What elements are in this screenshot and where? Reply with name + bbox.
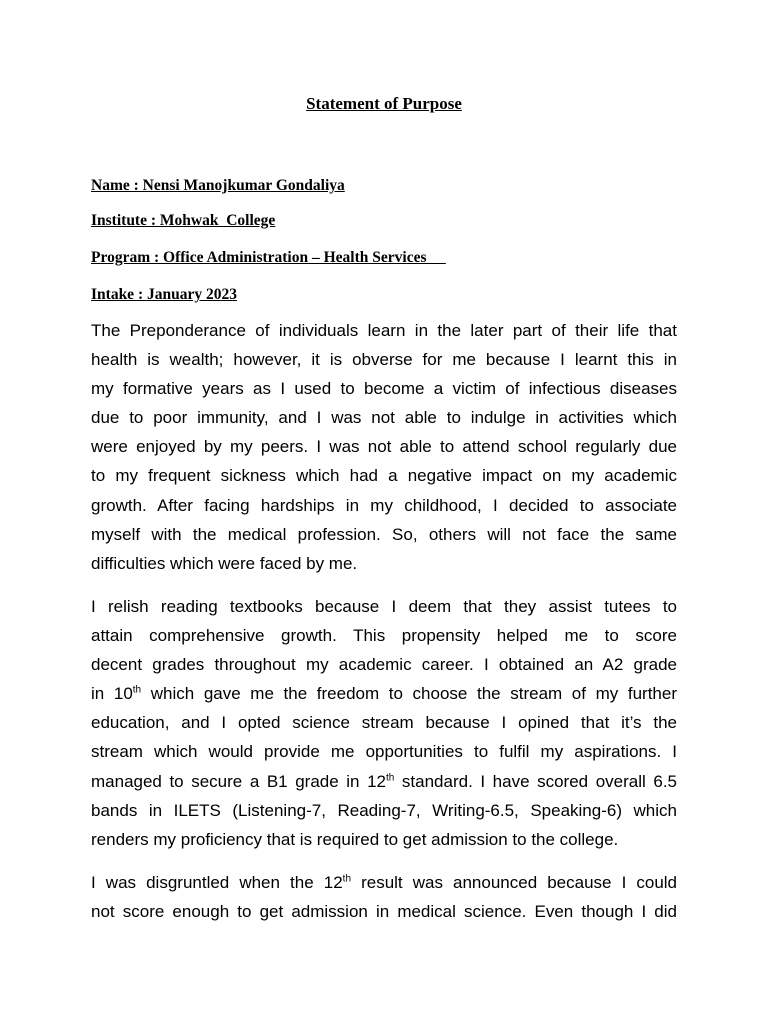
paragraph-line: I relish reading textbooks because I deem that they assist tutees to <box>91 597 677 616</box>
paragraph-line: education, and I opted science stream because I opined that it’s the <box>91 713 677 733</box>
paragraph-line: renders my proficiency that is required to get admission to the college. <box>91 829 619 849</box>
intake-field: Intake : January 2023 <box>91 286 237 303</box>
paragraph-line: stream which would provide me opportunities to fulfil my aspirations. I <box>91 742 677 762</box>
paragraph-2 <box>91 592 677 854</box>
paragraph-3 <box>91 868 677 926</box>
paragraph-line: in 10th which gave me the freedom to choose the stream of my further <box>91 684 677 704</box>
paragraph-line: difficulties which were faced by me. <box>91 553 358 573</box>
paragraph-line: to my frequent sickness which had a negative impact on my academic <box>91 466 677 486</box>
paragraph-line: bands in ILETS (Listening-7, Reading-7, Writing-6.5, Speaking-6) which <box>91 800 677 820</box>
paragraph-line: I was disgruntled when the 12th result was announced because I could <box>91 873 678 892</box>
paragraph-line: not score enough to get admission in medical science. Even though I did <box>91 902 677 922</box>
name-field: Name : Nensi Manojkumar Gondaliya <box>91 177 345 194</box>
paragraph-line: growth. After facing hardships in my childhood, I decided to associate <box>91 495 677 515</box>
paragraph-line: health is wealth; however, it is obverse for me because I learnt this in <box>91 350 677 370</box>
paragraph-line: due to poor immunity, and I was not able to indulge in activities which <box>91 408 677 428</box>
paragraph-1 <box>91 316 677 578</box>
document-title: Statement of Purpose <box>306 94 462 113</box>
paragraph-line: decent grades throughout my academic career. I obtained an A2 grade <box>91 655 677 675</box>
paragraph-line: myself with the medical profession. So, others will not face the same <box>91 524 677 544</box>
institute-field: Institute : Mohwak College <box>91 212 276 229</box>
paragraph-line: my formative years as I used to become a victim of infectious diseases <box>91 379 677 399</box>
program-field: Program : Office Administration – Health Services <box>91 249 446 266</box>
paragraph-line: The Preponderance of individuals learn in the later part of their life that <box>91 321 677 340</box>
paragraph-line: were enjoyed by my peers. I was not able to attend school regularly due <box>91 437 677 457</box>
paragraph-line: managed to secure a B1 grade in 12th standard. I have scored overall 6.5 <box>91 771 677 791</box>
paragraph-line: attain comprehensive growth. This propensity helped me to score <box>91 626 677 646</box>
